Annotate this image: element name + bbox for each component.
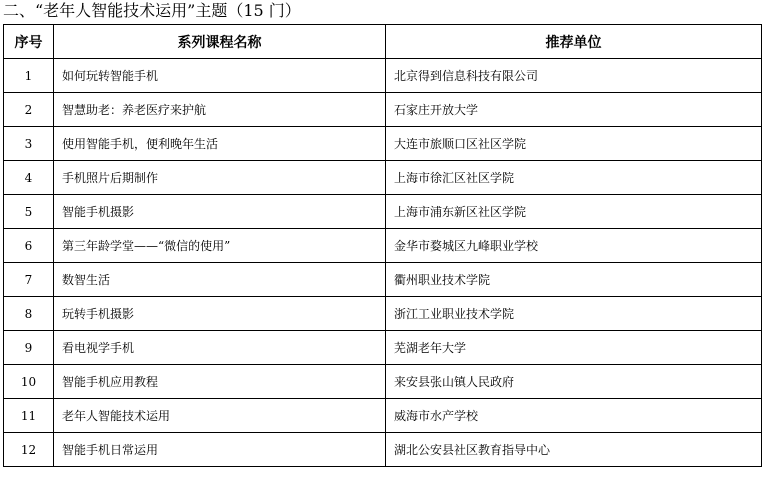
- serial-number-cell: 6: [4, 229, 54, 263]
- serial-number-cell: 7: [4, 263, 54, 297]
- serial-number-cell: 5: [4, 195, 54, 229]
- recommending-unit-cell: 上海市徐汇区社区学院: [386, 161, 762, 195]
- table-row: [4, 127, 762, 161]
- course-name-cell: 使用智能手机，便利晚年生活: [54, 127, 386, 161]
- recommending-unit-cell: 湖北公安县社区教育指导中心: [386, 433, 762, 467]
- serial-number-cell: 12: [4, 433, 54, 467]
- table-row: [4, 297, 762, 331]
- recommending-unit-cell: 来安县张山镇人民政府: [386, 365, 762, 399]
- serial-number-cell: 10: [4, 365, 54, 399]
- recommending-unit-cell: 芜湖老年大学: [386, 331, 762, 365]
- recommending-unit-cell: 石家庄开放大学: [386, 93, 762, 127]
- table-row: [4, 93, 762, 127]
- recommending-unit-cell: 威海市水产学校: [386, 399, 762, 433]
- course-name-cell: 智能手机摄影: [54, 195, 386, 229]
- serial-number-cell: 9: [4, 331, 54, 365]
- serial-number-cell: 4: [4, 161, 54, 195]
- serial-number-cell: 1: [4, 59, 54, 93]
- course-name-cell: 老年人智能技术运用: [54, 399, 386, 433]
- table-row: [4, 161, 762, 195]
- table-row: [4, 433, 762, 467]
- serial-number-cell: 3: [4, 127, 54, 161]
- course-table: [3, 24, 762, 467]
- recommending-unit-cell: 浙江工业职业技术学院: [386, 297, 762, 331]
- table-header-row: [4, 25, 762, 59]
- recommending-unit-cell: 大连市旅顺口区社区学院: [386, 127, 762, 161]
- course-name-cell: 手机照片后期制作: [54, 161, 386, 195]
- header-course-name: 系列课程名称: [54, 25, 386, 59]
- table-row: [4, 195, 762, 229]
- course-name-cell: 智能手机日常运用: [54, 433, 386, 467]
- course-name-cell: 如何玩转智能手机: [54, 59, 386, 93]
- section-heading: 二、“老年人智能技术运用”主题（15 门）: [3, 1, 301, 20]
- serial-number-cell: 11: [4, 399, 54, 433]
- recommending-unit-cell: 上海市浦东新区社区学院: [386, 195, 762, 229]
- recommending-unit-cell: 衢州职业技术学院: [386, 263, 762, 297]
- recommending-unit-cell: 北京得到信息科技有限公司: [386, 59, 762, 93]
- course-name-cell: 智能手机应用教程: [54, 365, 386, 399]
- course-name-cell: 第三年龄学堂——“微信的使用”: [54, 229, 386, 263]
- course-name-cell: 数智生活: [54, 263, 386, 297]
- table-row: [4, 59, 762, 93]
- course-name-cell: 看电视学手机: [54, 331, 386, 365]
- table-row: [4, 399, 762, 433]
- table-row: [4, 229, 762, 263]
- table-row: [4, 331, 762, 365]
- table-row: [4, 365, 762, 399]
- header-recommending-unit: 推荐单位: [386, 25, 762, 59]
- serial-number-cell: 8: [4, 297, 54, 331]
- course-name-cell: 玩转手机摄影: [54, 297, 386, 331]
- course-name-cell: 智慧助老：养老医疗来护航: [54, 93, 386, 127]
- header-serial-number: 序号: [4, 25, 54, 59]
- serial-number-cell: 2: [4, 93, 54, 127]
- table-row: [4, 263, 762, 297]
- recommending-unit-cell: 金华市婺城区九峰职业学校: [386, 229, 762, 263]
